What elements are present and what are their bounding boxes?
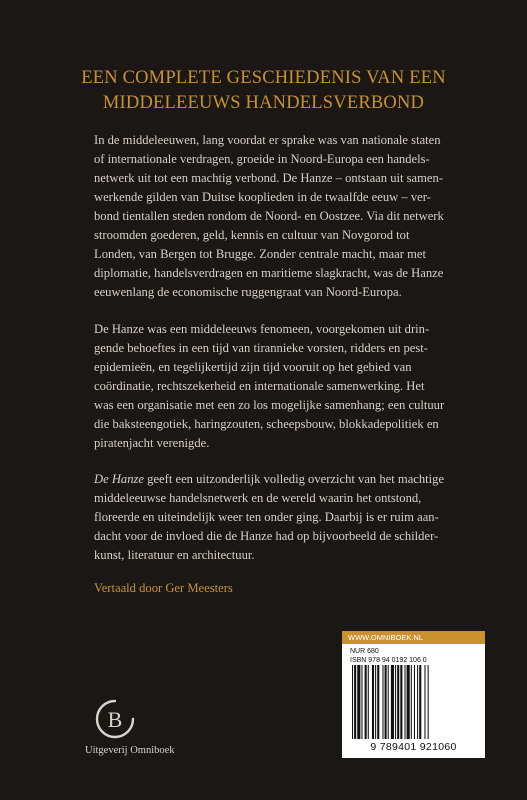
text-line: [94, 470, 445, 489]
text-line: kunst, literatuur en architectuur.: [94, 548, 255, 562]
omniboek-logo-icon: [93, 697, 137, 741]
cover-tagline: [0, 66, 527, 116]
text-line: gende behoeftes in een tijd van tirannieke vorsten, ridders en pest-: [94, 341, 428, 355]
publisher-url: WWW.OMNIBOEK.NL: [342, 631, 485, 644]
text-line: floreerde en uiteindelijk weer ten onder ging. Daarbij is er ruim aan-: [94, 510, 439, 524]
barcode-panel: [342, 631, 485, 758]
text-line: middeleeuwse handelsnetwerk en de wereld waarin het ontstond,: [94, 491, 422, 505]
tagline-line-2: MIDDELEEUWS HANDELSVERBOND: [102, 93, 425, 113]
text-line: epidemieën, en tegelijkertijd zijn tijd vooruit op het gebied van: [94, 360, 412, 374]
text-line: was een organisatie met een zo los mogelijke samenhang; een cultuur: [94, 398, 445, 412]
text-line: coördinatie, rechtszekerheid en internationale samenwerking. Het: [94, 379, 425, 393]
book-title-italic: De Hanze: [94, 472, 145, 486]
translator-credit: Vertaald door Ger Meesters: [94, 581, 233, 595]
text-line: dacht voor de invloed die de Hanze had op bijvoorbeeld de schilder-: [94, 529, 439, 543]
publisher-name: Uitgeverij Omniboek: [85, 745, 175, 756]
text-line: diplomatie, handelsverdragen en maritieme slagkracht, was de Hanze: [94, 266, 444, 280]
text-line: Londen, van Bergen tot Brugge. Zonder centrale macht, maar met: [94, 247, 426, 261]
barcode-digits: 9 789401 921060: [370, 741, 457, 753]
text-line: of internationale verdragen, groeide in Noord-Europa een handels-: [94, 152, 430, 166]
text-line: piratenjacht verenigde.: [94, 436, 210, 450]
text-line: stroomden goederen, geld, kennis en cultuur van Novgorod tot: [94, 228, 410, 242]
text-fragment: geeft een uitzonderlijk volledig overzicht van het machtige: [144, 472, 445, 486]
text-line: netwerk uit tot een machtig verbond. De Hanze – ontstaan uit samen-: [94, 171, 444, 185]
svg-text:B: B: [107, 707, 123, 732]
text-line: In de middeleeuwen, lang voordat er sprake was van nationale staten: [94, 133, 441, 147]
isbn-code: ISBN 978 94 0192 106 0: [350, 657, 427, 664]
text-line: bond tientallen steden rondom de Noord- en Oostzee. Via dit netwerk: [94, 209, 444, 223]
text-line: De Hanze was een middeleeuws fenomeen, voorgekomen uit drin-: [94, 322, 430, 336]
blurb-paragraph-3: [94, 470, 445, 565]
barcode-bars: [350, 665, 477, 739]
nur-code: NUR 680: [350, 648, 379, 655]
blurb-paragraph-2: [94, 320, 445, 453]
text-line: werkende gilden van Duitse kooplieden in de twaalfde eeuw – ver-: [94, 190, 431, 204]
text-line: eeuwenlang de economische ruggengraat van Noord-Europa.: [94, 285, 402, 299]
text-line: die baksteengotiek, haringzouten, scheepsbouw, blokkadepolitiek en: [94, 417, 439, 431]
blurb-paragraph-1: [94, 131, 444, 302]
tagline-line-1: EEN COMPLETE GESCHIEDENIS VAN EEN: [81, 68, 446, 88]
